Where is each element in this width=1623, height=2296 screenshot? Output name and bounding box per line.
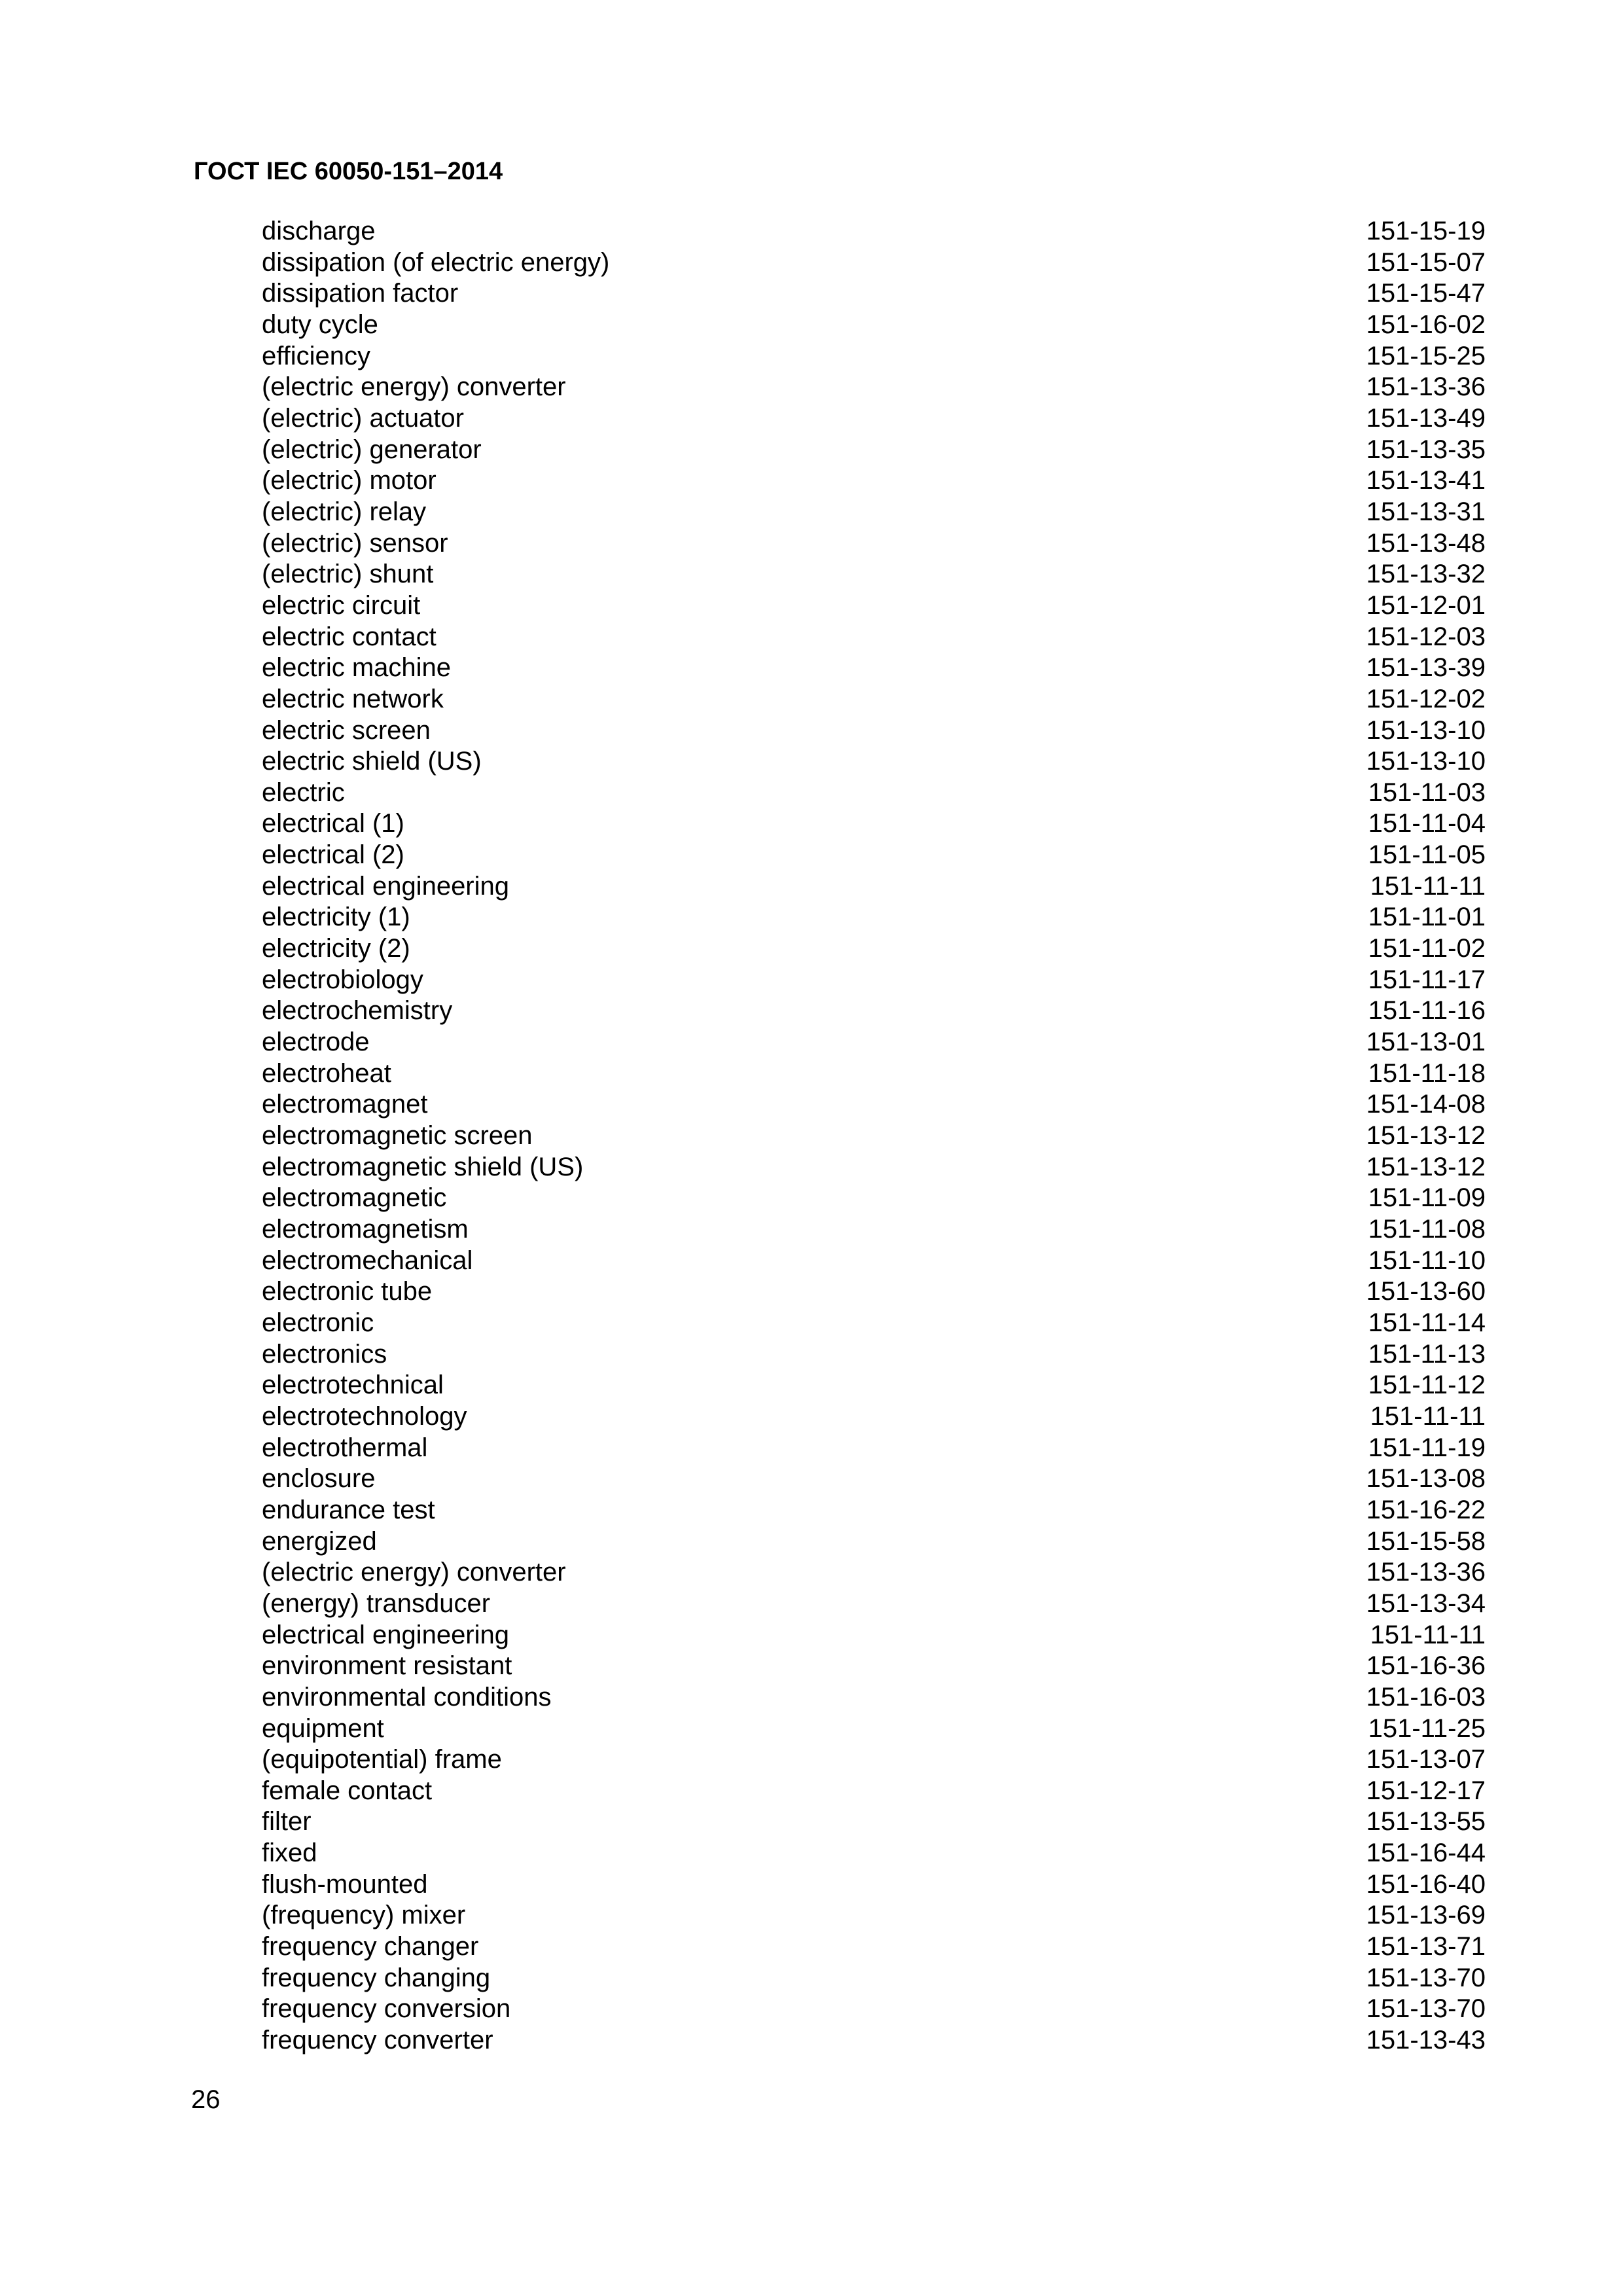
- index-entry-term: (electric energy) converter: [262, 372, 566, 402]
- index-entry: [262, 622, 1486, 653]
- index-entry-term: frequency changer: [262, 1932, 479, 1962]
- index-entry-reference: 151-16-40: [1366, 1869, 1486, 1899]
- index-entry-reference: 151-13-12: [1366, 1121, 1486, 1151]
- index-entry-term: female contact: [262, 1776, 433, 1805]
- index-entry-reference: 151-15-07: [1366, 247, 1486, 277]
- index-entry-term: electrode: [262, 1028, 370, 1057]
- index-entry-reference: 151-11-25: [1368, 1713, 1486, 1743]
- index-entry: [262, 1557, 1486, 1588]
- index-entry: [262, 1214, 1486, 1246]
- index-entry-term: electrobiology: [262, 965, 423, 994]
- index-entry-term: fixed: [262, 1839, 317, 1868]
- index-entry-reference: 151-16-02: [1366, 310, 1486, 339]
- index-entry: [262, 590, 1486, 622]
- index-entry-term: electric: [262, 778, 345, 807]
- index-entry-reference: 151-11-02: [1368, 934, 1486, 963]
- index-entry-term: electromagnetic shield (US): [262, 1152, 584, 1181]
- index-entry-term: efficiency: [262, 341, 371, 370]
- index-entry-reference: 151-13-10: [1366, 715, 1486, 745]
- index-entry: [262, 1401, 1486, 1433]
- index-entry: [262, 1276, 1486, 1308]
- index-entry-reference: 151-13-34: [1366, 1588, 1486, 1618]
- index-entry-reference: 151-11-14: [1368, 1308, 1486, 1337]
- index-entry-reference: 151-11-11: [1370, 871, 1486, 901]
- index-entry: [262, 1152, 1486, 1183]
- index-entry: [262, 1869, 1486, 1901]
- index-entry: [262, 1246, 1486, 1277]
- index-entry-reference: 151-13-48: [1366, 528, 1486, 558]
- index-entry-reference: 151-14-08: [1366, 1090, 1486, 1119]
- index-entry-term: electricity (2): [262, 934, 410, 963]
- index-entry: [262, 1651, 1486, 1682]
- document-code-header: ГОСТ IEC 60050-151–2014: [194, 158, 503, 185]
- index-entry-reference: 151-11-11: [1370, 1401, 1486, 1431]
- index-entry: [262, 372, 1486, 403]
- index-entry-reference: 151-11-12: [1368, 1371, 1486, 1400]
- index-entry-reference: 151-11-17: [1368, 965, 1486, 994]
- index-entry-term: frequency converter: [262, 2026, 493, 2055]
- index-entry-term: electric network: [262, 684, 444, 713]
- index-entry: [262, 310, 1486, 341]
- index-entry-reference: 151-11-13: [1368, 1339, 1486, 1369]
- index-entry-term: electromagnetic: [262, 1183, 447, 1213]
- index-entry-reference: 151-11-04: [1368, 809, 1486, 838]
- index-entry-term: electric machine: [262, 653, 452, 683]
- index-entry-term: electromechanical: [262, 1246, 473, 1275]
- index-entry-term: (electric) shunt: [262, 560, 434, 589]
- index-entry: [262, 341, 1486, 372]
- index-entry-term: electricity (1): [262, 903, 410, 932]
- index-entry-reference: 151-16-22: [1366, 1495, 1486, 1524]
- index-entry-reference: 151-13-01: [1366, 1028, 1486, 1057]
- index-entry: [262, 1776, 1486, 1807]
- index-entry: [262, 1900, 1486, 1931]
- index-entry: [262, 684, 1486, 715]
- index-entry-reference: 151-16-44: [1366, 1839, 1486, 1868]
- index-entry: [262, 902, 1486, 933]
- index-entry-term: electric contact: [262, 622, 437, 651]
- index-entry-reference: 151-11-10: [1368, 1246, 1486, 1275]
- index-entry-term: electrical engineering: [262, 1620, 510, 1649]
- index-entry-term: (electric) generator: [262, 435, 482, 464]
- index-entry: [262, 871, 1486, 903]
- index-entry-term: (frequency) mixer: [262, 1901, 466, 1930]
- index-entry-term: dissipation (of electric energy): [262, 247, 610, 277]
- index-entry: [262, 1339, 1486, 1371]
- index-entry: [262, 1588, 1486, 1620]
- index-entry-term: (electric) sensor: [262, 528, 448, 558]
- index-entry-term: electronic: [262, 1308, 374, 1337]
- index-entry-list: [262, 216, 1486, 2056]
- index-entry-reference: 151-12-02: [1366, 684, 1486, 713]
- index-entry-reference: 151-15-25: [1366, 341, 1486, 370]
- index-entry-term: electrical (2): [262, 840, 404, 870]
- index-entry: [262, 778, 1486, 809]
- index-entry-reference: 151-16-03: [1366, 1682, 1486, 1712]
- index-entry: [262, 435, 1486, 466]
- index-entry-term: flush-mounted: [262, 1869, 428, 1899]
- index-entry: [262, 1089, 1486, 1121]
- index-entry-term: electrotechnology: [262, 1401, 467, 1431]
- index-entry-reference: 151-13-10: [1366, 747, 1486, 776]
- index-entry-term: dissipation factor: [262, 279, 459, 308]
- index-entry-reference: 151-13-60: [1366, 1277, 1486, 1306]
- index-entry-term: (electric) relay: [262, 497, 427, 526]
- index-entry-term: electronics: [262, 1339, 387, 1369]
- index-entry-reference: 151-11-19: [1368, 1433, 1486, 1462]
- index-entry: [262, 1183, 1486, 1214]
- index-entry-reference: 151-11-18: [1368, 1058, 1486, 1088]
- index-entry-reference: 151-13-49: [1366, 403, 1486, 433]
- index-entry: [262, 1682, 1486, 1713]
- index-entry-term: environmental conditions: [262, 1682, 552, 1712]
- index-entry-reference: 151-12-17: [1366, 1776, 1486, 1805]
- index-entry-term: electrical engineering: [262, 871, 510, 901]
- index-entry-term: electric shield (US): [262, 747, 482, 776]
- index-entry-reference: 151-11-01: [1368, 903, 1486, 932]
- index-entry: [262, 528, 1486, 560]
- index-entry-reference: 151-13-07: [1366, 1745, 1486, 1774]
- index-entry-reference: 151-13-70: [1366, 1963, 1486, 1992]
- index-entry-term: frequency conversion: [262, 1994, 511, 2024]
- index-entry-term: duty cycle: [262, 310, 378, 339]
- index-entry: [262, 247, 1486, 279]
- index-entry: [262, 1963, 1486, 1994]
- index-entry-reference: 151-13-70: [1366, 1994, 1486, 2024]
- index-entry-reference: 151-13-35: [1366, 435, 1486, 464]
- index-entry: [262, 403, 1486, 435]
- index-entry-term: electrothermal: [262, 1433, 428, 1462]
- index-entry-term: electromagnet: [262, 1090, 428, 1119]
- index-entry-reference: 151-11-09: [1368, 1183, 1486, 1213]
- index-entry-reference: 151-12-03: [1366, 622, 1486, 651]
- index-entry: [262, 1931, 1486, 1963]
- index-entry-term: electric circuit: [262, 590, 421, 620]
- index-entry-reference: 151-15-19: [1366, 217, 1486, 245]
- index-entry-reference: 151-11-05: [1368, 840, 1486, 870]
- index-entry: [262, 653, 1486, 684]
- index-entry: [262, 1058, 1486, 1090]
- index-entry-term: electrotechnical: [262, 1371, 444, 1400]
- index-entry: [262, 965, 1486, 996]
- index-entry: [262, 1433, 1486, 1464]
- index-entry-reference: 151-13-08: [1366, 1464, 1486, 1494]
- index-entry-term: (electric) motor: [262, 466, 437, 495]
- index-entry: [262, 715, 1486, 747]
- index-entry-term: electric screen: [262, 715, 431, 745]
- index-entry-term: electrochemistry: [262, 996, 453, 1026]
- index-entry-term: frequency changing: [262, 1963, 491, 1992]
- index-entry: [262, 559, 1486, 590]
- index-entry: [262, 1806, 1486, 1838]
- index-entry: [262, 216, 1486, 247]
- index-entry: [262, 497, 1486, 528]
- index-entry: [262, 1027, 1486, 1058]
- index-entry-reference: 151-13-41: [1366, 466, 1486, 495]
- index-entry: [262, 1526, 1486, 1558]
- index-entry: [262, 1713, 1486, 1745]
- index-entry-term: discharge: [262, 217, 376, 245]
- index-entry-reference: 151-13-36: [1366, 1558, 1486, 1587]
- index-entry: [262, 808, 1486, 840]
- page-number: 26: [191, 2085, 221, 2114]
- index-entry-term: electromagnetic screen: [262, 1121, 533, 1151]
- index-entry-term: electromagnetism: [262, 1215, 469, 1244]
- index-entry-term: enclosure: [262, 1464, 376, 1494]
- index-entry: [262, 1994, 1486, 2025]
- index-entry: [262, 465, 1486, 497]
- index-entry-term: electroheat: [262, 1058, 391, 1088]
- index-entry-reference: 151-13-55: [1366, 1807, 1486, 1837]
- index-entry-reference: 151-13-71: [1366, 1932, 1486, 1962]
- index-entry-term: energized: [262, 1526, 377, 1556]
- index-entry-term: (electric) actuator: [262, 403, 464, 433]
- index-entry: [262, 1121, 1486, 1152]
- index-entry-term: filter: [262, 1807, 312, 1837]
- index-entry-reference: 151-11-11: [1370, 1620, 1486, 1649]
- index-entry-term: (equipotential) frame: [262, 1745, 502, 1774]
- index-entry-term: electrical (1): [262, 809, 404, 838]
- index-entry-term: electronic tube: [262, 1277, 433, 1306]
- index-entry: [262, 1463, 1486, 1495]
- index-entry-term: endurance test: [262, 1495, 435, 1524]
- index-entry-reference: 151-15-47: [1366, 279, 1486, 308]
- index-entry-term: environment resistant: [262, 1651, 512, 1681]
- index-entry-reference: 151-16-36: [1366, 1651, 1486, 1681]
- index-entry: [262, 1744, 1486, 1776]
- index-entry-reference: 151-12-01: [1366, 590, 1486, 620]
- index-entry-reference: 151-13-36: [1366, 372, 1486, 402]
- index-entry-reference: 151-13-43: [1366, 2026, 1486, 2055]
- index-entry: [262, 278, 1486, 310]
- index-entry: [262, 1370, 1486, 1401]
- index-entry: [262, 840, 1486, 871]
- index-entry-reference: 151-13-39: [1366, 653, 1486, 683]
- index-entry: [262, 1308, 1486, 1339]
- index-entry-reference: 151-15-58: [1366, 1526, 1486, 1556]
- index-entry: [262, 2025, 1486, 2056]
- index-entry: [262, 746, 1486, 778]
- index-entry-reference: 151-11-03: [1368, 778, 1486, 807]
- index-entry-reference: 151-11-08: [1368, 1215, 1486, 1244]
- index-entry: [262, 1620, 1486, 1651]
- index-entry: [262, 996, 1486, 1027]
- index-entry-reference: 151-13-32: [1366, 560, 1486, 589]
- index-entry-reference: 151-13-69: [1366, 1901, 1486, 1930]
- index-entry: [262, 1838, 1486, 1869]
- index-entry-term: (energy) transducer: [262, 1588, 491, 1618]
- index-entry-reference: 151-11-16: [1368, 996, 1486, 1026]
- index-entry: [262, 1495, 1486, 1526]
- index-entry-term: (electric energy) converter: [262, 1558, 566, 1587]
- index-entry-reference: 151-13-12: [1366, 1152, 1486, 1181]
- index-entry: [262, 933, 1486, 965]
- index-entry-term: equipment: [262, 1713, 384, 1743]
- index-entry-reference: 151-13-31: [1366, 497, 1486, 526]
